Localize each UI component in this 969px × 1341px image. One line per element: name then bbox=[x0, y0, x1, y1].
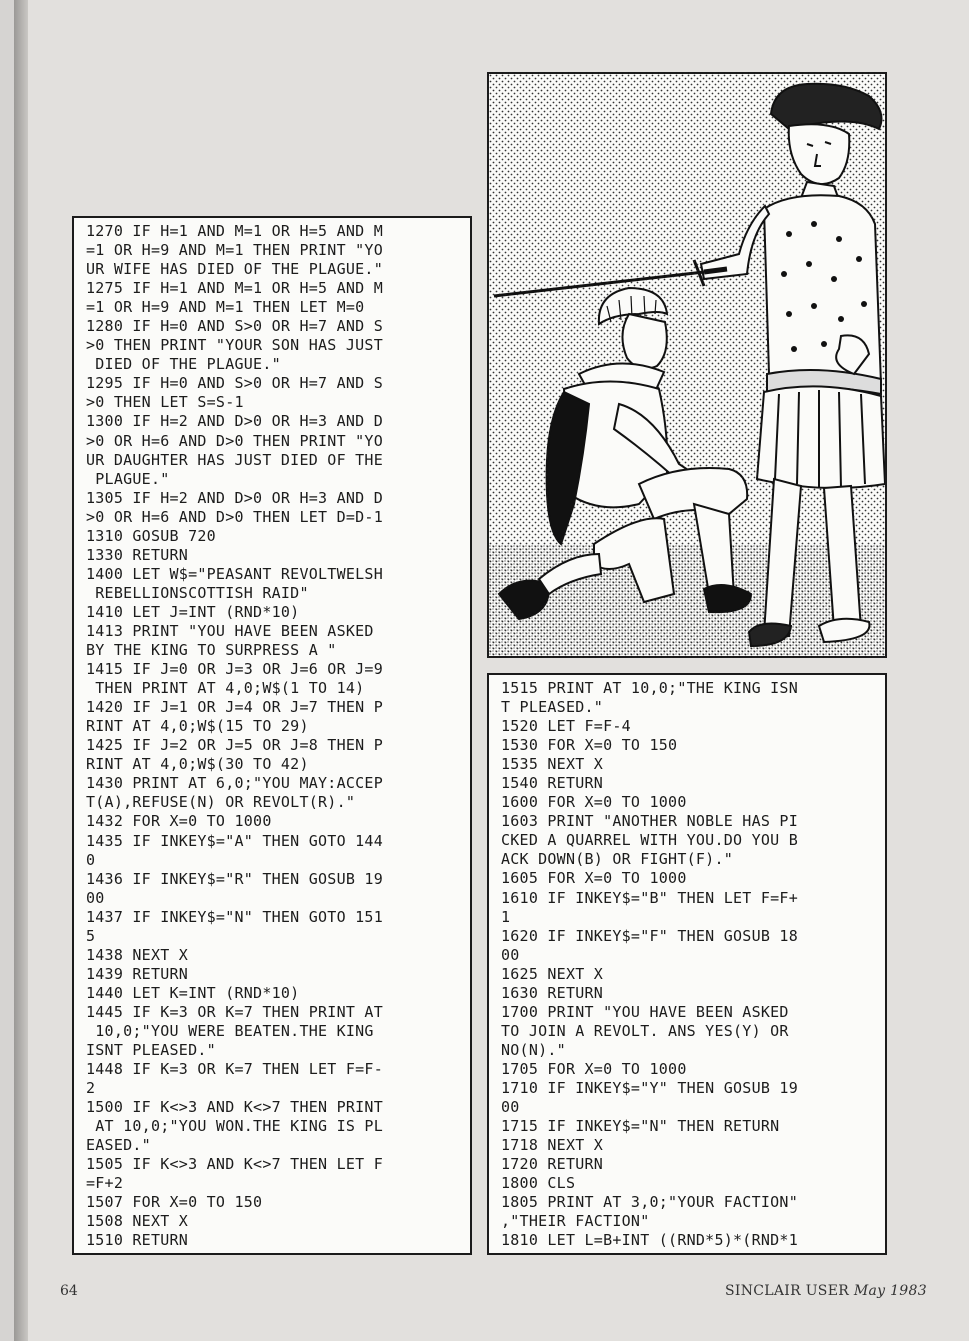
code-line: 1600 FOR X=0 TO 1000 bbox=[501, 793, 687, 812]
code-line: 1415 IF J=0 OR J=3 OR J=6 OR J=9 bbox=[86, 660, 383, 679]
illustration-drawing bbox=[489, 74, 885, 656]
code-line: 1330 RETURN bbox=[86, 545, 189, 564]
code-line: 1515 PRINT AT 10,0;"THE KING ISN bbox=[501, 679, 798, 697]
code-line: 1620 IF INKEY$="F" THEN GOSUB 18 bbox=[501, 926, 798, 945]
code-line: >0 OR H=6 AND D>0 THEN PRINT "YO bbox=[86, 431, 383, 450]
code-line: 1420 IF J=1 OR J=4 OR J=7 THEN P bbox=[86, 698, 383, 717]
code-line: >0 THEN PRINT "YOUR SON HAS JUST bbox=[86, 336, 383, 355]
code-line: 1445 IF K=3 OR K=7 THEN PRINT AT bbox=[86, 1002, 383, 1021]
code-line: BY THE KING TO SURPRESS A " bbox=[86, 641, 337, 660]
code-line: 1437 IF INKEY$="N" THEN GOTO 151 bbox=[86, 907, 383, 926]
listing-left bbox=[72, 216, 472, 1255]
code-line: 1270 IF H=1 AND M=1 OR H=5 AND M bbox=[86, 222, 383, 240]
code-line: UR DAUGHTER HAS JUST DIED OF THE bbox=[86, 450, 383, 469]
code-line: 1435 IF INKEY$="A" THEN GOTO 144 bbox=[86, 831, 383, 850]
code-line: 1705 FOR X=0 TO 1000 bbox=[501, 1059, 687, 1078]
code-line: 1432 FOR X=0 TO 1000 bbox=[86, 812, 272, 831]
code-line: 1700 PRINT "YOU HAVE BEEN ASKED bbox=[501, 1002, 789, 1021]
code-line: 1440 LET K=INT (RND*10) bbox=[86, 983, 300, 1002]
code-line: 1300 IF H=2 AND D>0 OR H=3 AND D bbox=[86, 412, 383, 431]
code-line: 1436 IF INKEY$="R" THEN GOSUB 19 bbox=[86, 869, 383, 888]
page-binding-edge bbox=[14, 0, 28, 1341]
code-line: =1 OR H=9 AND M=1 THEN LET M=0 bbox=[86, 298, 365, 317]
code-line: 1710 IF INKEY$="Y" THEN GOSUB 19 bbox=[501, 1078, 798, 1097]
footer-credit bbox=[725, 1283, 927, 1299]
magazine-name: SINCLAIR USER bbox=[725, 1283, 850, 1299]
code-line: 2 bbox=[86, 1079, 96, 1098]
code-line: 1295 IF H=0 AND S>0 OR H=7 AND S bbox=[86, 374, 383, 393]
code-line: 1510 RETURN bbox=[86, 1231, 189, 1250]
code-line: THEN PRINT AT 4,0;W$(1 TO 14) bbox=[86, 679, 365, 698]
code-line: >0 OR H=6 AND D>0 THEN LET D=D-1 bbox=[86, 507, 383, 526]
code-line: >0 THEN LET S=S-1 bbox=[86, 393, 244, 412]
knighting-illustration bbox=[487, 72, 887, 658]
code-line: 1540 RETURN bbox=[501, 774, 604, 793]
code-line: 00 bbox=[501, 945, 520, 964]
code-line: 1500 IF K<>3 AND K<>7 THEN PRINT bbox=[86, 1098, 383, 1117]
code-line: DIED OF THE PLAGUE." bbox=[86, 355, 281, 374]
code-line: 1718 NEXT X bbox=[501, 1136, 604, 1155]
code-line: 1430 PRINT AT 6,0;"YOU MAY:ACCEP bbox=[86, 774, 383, 793]
code-line: 1505 IF K<>3 AND K<>7 THEN LET F bbox=[86, 1155, 383, 1174]
code-line: 1720 RETURN bbox=[501, 1155, 604, 1174]
code-line: 1400 LET W$="PEASANT REVOLTWELSH bbox=[86, 564, 383, 583]
code-line: 00 bbox=[86, 888, 105, 907]
code-line: 10,0;"YOU WERE BEATEN.THE KING bbox=[86, 1021, 374, 1040]
code-line: NO(N)." bbox=[501, 1040, 566, 1059]
code-line: 1438 NEXT X bbox=[86, 945, 189, 964]
code-line: 1625 NEXT X bbox=[501, 964, 604, 983]
code-line: UR WIFE HAS DIED OF THE PLAGUE." bbox=[86, 260, 383, 279]
code-line: ISNT PLEASED." bbox=[86, 1041, 216, 1060]
code-line: 1630 RETURN bbox=[501, 983, 604, 1002]
code-line: EASED." bbox=[86, 1136, 151, 1155]
code-line: RINT AT 4,0;W$(15 TO 29) bbox=[86, 717, 309, 736]
code-line: 1448 IF K=3 OR K=7 THEN LET F=F- bbox=[86, 1060, 383, 1079]
code-line: 1507 FOR X=0 TO 150 bbox=[86, 1193, 263, 1212]
code-line: 5 bbox=[86, 926, 96, 945]
code-line: ACK DOWN(B) OR FIGHT(F)." bbox=[501, 850, 734, 869]
code-line: 00 bbox=[501, 1098, 520, 1117]
code-line: 1535 NEXT X bbox=[501, 755, 604, 774]
code-line: 1280 IF H=0 AND S>0 OR H=7 AND S bbox=[86, 317, 383, 336]
code-line: 1603 PRINT "ANOTHER NOBLE HAS PI bbox=[501, 812, 798, 831]
code-line: 1305 IF H=2 AND D>0 OR H=3 AND D bbox=[86, 488, 383, 507]
code-line: 1520 LET F=F-4 bbox=[501, 717, 631, 736]
code-line: T PLEASED." bbox=[501, 698, 604, 717]
page-number: 64 bbox=[60, 1283, 78, 1299]
code-line: CKED A QUARREL WITH YOU.DO YOU B bbox=[501, 831, 798, 850]
code-line: 1508 NEXT X bbox=[86, 1212, 189, 1231]
code-line: 1425 IF J=2 OR J=5 OR J=8 THEN P bbox=[86, 736, 383, 755]
code-line: 1439 RETURN bbox=[86, 964, 189, 983]
code-line: 1410 LET J=INT (RND*10) bbox=[86, 602, 300, 621]
code-line: 1413 PRINT "YOU HAVE BEEN ASKED bbox=[86, 621, 374, 640]
code-line: AT 10,0;"YOU WON.THE KING IS PL bbox=[86, 1117, 383, 1136]
code-line: 1605 FOR X=0 TO 1000 bbox=[501, 869, 687, 888]
code-line: 1310 GOSUB 720 bbox=[86, 526, 216, 545]
code-line: PLAGUE." bbox=[86, 469, 170, 488]
code-line: 1610 IF INKEY$="B" THEN LET F=F+ bbox=[501, 888, 798, 907]
code-line: 1715 IF INKEY$="N" THEN RETURN bbox=[501, 1117, 780, 1136]
code-line: 0 bbox=[86, 850, 96, 869]
code-line: T(A),REFUSE(N) OR REVOLT(R)." bbox=[86, 793, 356, 812]
code-line: RINT AT 4,0;W$(30 TO 42) bbox=[86, 755, 309, 774]
code-line: 1810 LET L=B+INT ((RND*5)*(RND*1 bbox=[501, 1231, 798, 1250]
code-line: 1805 PRINT AT 3,0;"YOUR FACTION" bbox=[501, 1193, 798, 1212]
code-line: =1 OR H=9 AND M=1 THEN PRINT "YO bbox=[86, 241, 383, 260]
code-line: =F+2 bbox=[86, 1174, 124, 1193]
listing-right bbox=[487, 673, 887, 1255]
code-line: REBELLIONSCOTTISH RAID" bbox=[86, 583, 309, 602]
code-line: 1275 IF H=1 AND M=1 OR H=5 AND M bbox=[86, 279, 383, 298]
code-line: 1 bbox=[501, 907, 511, 926]
code-line: 1530 FOR X=0 TO 150 bbox=[501, 736, 678, 755]
code-line: 1800 CLS bbox=[501, 1174, 576, 1193]
code-line: ,"THEIR FACTION" bbox=[501, 1212, 650, 1231]
issue-date: May 1983 bbox=[853, 1283, 927, 1299]
code-line: TO JOIN A REVOLT. ANS YES(Y) OR bbox=[501, 1021, 789, 1040]
